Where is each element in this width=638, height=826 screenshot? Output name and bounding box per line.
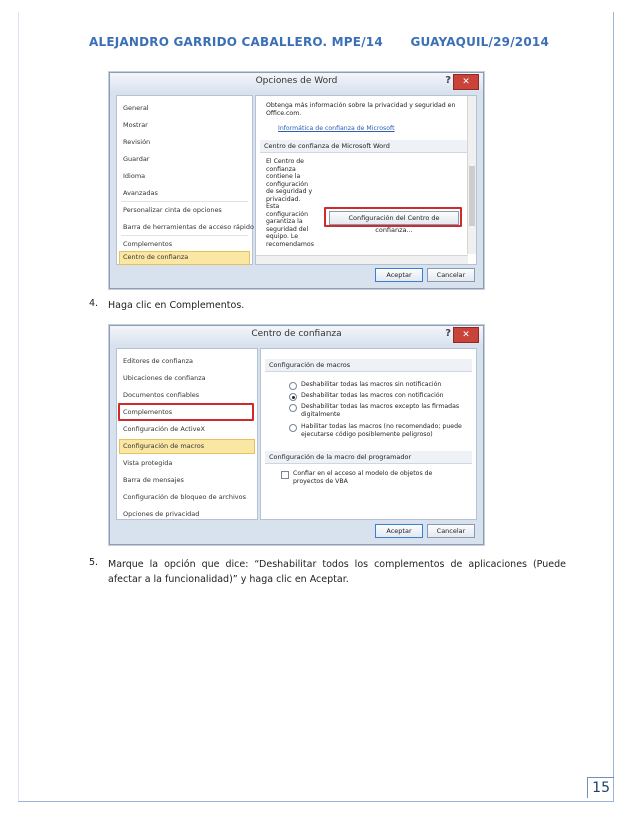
vba-access-label: Confiar en el acceso al modelo de objetos de proyectos de VBA: [293, 470, 433, 485]
nav-item-ubicaciones[interactable]: Ubicaciones de confianza: [123, 374, 206, 382]
header-place-date: GUAYAQUIL/29/2014: [410, 35, 549, 49]
trust-center-screenshot: [109, 325, 484, 545]
nav-item-barra-mensajes[interactable]: Barra de mensajes: [123, 476, 184, 484]
radio-label-1: Deshabilitar todas las macros sin notificación: [301, 381, 442, 388]
nav-item-complementos[interactable]: Complementos: [123, 240, 173, 248]
nav-item-privacidad[interactable]: Opciones de privacidad: [123, 510, 200, 518]
word-options-screenshot: [109, 72, 484, 289]
nav-item-idioma[interactable]: Idioma: [123, 172, 146, 180]
radio-disable-no-notification[interactable]: [289, 382, 297, 390]
nav-item-guardar[interactable]: Guardar: [123, 155, 150, 163]
scrollbar-thumb[interactable]: [469, 166, 475, 226]
radio-disable-except-signed[interactable]: [289, 404, 297, 412]
nav-item-revision[interactable]: Revisión: [123, 138, 151, 146]
privacy-text: Obtenga más información sobre la privacidad y seguridad en Office.com.: [266, 102, 456, 117]
radio-label-3: Deshabilitar todas las macros excepto las firmadas digitalmente: [301, 403, 460, 418]
nav-item-editores[interactable]: Editores de confianza: [123, 357, 193, 365]
trust-center-nav: [116, 348, 258, 520]
radio-label-4: Habilitar todas las macros (no recomendado; puede ejecutarse código posiblemente peligroso): [301, 423, 462, 438]
step-4: [89, 298, 559, 314]
header-author: ALEJANDRO GARRIDO CABALLERO. MPE/14: [89, 35, 383, 49]
horizontal-scrollbar[interactable]: [256, 255, 468, 264]
nav-item-mostrar[interactable]: Mostrar: [123, 121, 148, 129]
step-5-number: 5.: [89, 557, 99, 568]
trust-center-titlebar: [110, 326, 483, 344]
close-icon[interactable]: ✕: [453, 74, 479, 90]
nav-item-activex[interactable]: Configuración de ActiveX: [123, 425, 205, 433]
trust-center-section-title: Centro de confianza de Microsoft Word: [260, 140, 472, 153]
accept-button[interactable]: Aceptar: [375, 268, 423, 282]
nav-item-macros[interactable]: Configuración de macros: [123, 442, 205, 450]
trust-center-description: El Centro de confianza contiene la configuración de seguridad y privacidad. Esta configuración garantiza la seguridad del equipo. Le recomendamos: [266, 158, 314, 248]
cancel-button[interactable]: Cancelar: [427, 268, 475, 282]
trust-center-content: [260, 348, 477, 520]
page-number: 15: [587, 777, 614, 798]
help-icon[interactable]: ?: [445, 328, 451, 339]
nav-divider: [121, 201, 248, 202]
nav-item-barra-acceso-rapido[interactable]: Barra de herramientas de acceso rápido: [123, 223, 254, 231]
radio-label-2: Deshabilitar todas las macros con notificación: [301, 392, 444, 399]
privacy-link[interactable]: Informática de confianza de Microsoft: [278, 125, 395, 132]
trust-center-settings-button[interactable]: Configuración del Centro de confianza...: [329, 211, 459, 225]
word-options-content: [255, 95, 477, 265]
macros-section-title: Configuración de macros: [265, 359, 472, 372]
accept-button[interactable]: Aceptar: [375, 524, 423, 538]
nav-item-centro-confianza[interactable]: Centro de confianza: [123, 253, 189, 261]
step-4-text: Haga clic en Complementos.: [108, 300, 245, 311]
nav-item-documentos[interactable]: Documentos confiables: [123, 391, 200, 399]
word-options-nav: [116, 95, 253, 265]
word-options-title: Opciones de Word: [255, 76, 338, 86]
cancel-button[interactable]: Cancelar: [427, 524, 475, 538]
step-5: [89, 557, 569, 591]
page-header: [89, 35, 549, 55]
help-icon[interactable]: ?: [445, 75, 451, 86]
radio-disable-with-notification[interactable]: [289, 393, 297, 401]
trust-center-title: Centro de confianza: [251, 329, 342, 339]
step-5-text: Marque la opción que dice: “Deshabilitar todos los complementos de aplicaciones (Puede afectar a la funcionalidad)” y haga clic en Aceptar.: [108, 559, 566, 585]
radio-enable-all[interactable]: [289, 424, 297, 432]
word-options-titlebar: [110, 73, 483, 91]
developer-section-title: Configuración de la macro del programador: [265, 451, 472, 464]
nav-item-general[interactable]: General: [123, 104, 149, 112]
step-4-number: 4.: [89, 298, 99, 309]
nav-item-complementos[interactable]: Complementos: [123, 408, 173, 416]
nav-divider: [121, 235, 248, 236]
nav-item-bloqueo-archivos[interactable]: Configuración de bloqueo de archivos: [123, 493, 246, 501]
nav-item-avanzadas[interactable]: Avanzadas: [123, 189, 158, 197]
vba-access-checkbox[interactable]: [281, 471, 289, 479]
nav-item-personalizar-cinta[interactable]: Personalizar cinta de opciones: [123, 206, 222, 214]
vertical-scrollbar[interactable]: [467, 96, 476, 254]
close-icon[interactable]: ✕: [453, 327, 479, 343]
nav-item-vista-protegida[interactable]: Vista protegida: [123, 459, 173, 467]
highlight-frame: [324, 207, 462, 227]
